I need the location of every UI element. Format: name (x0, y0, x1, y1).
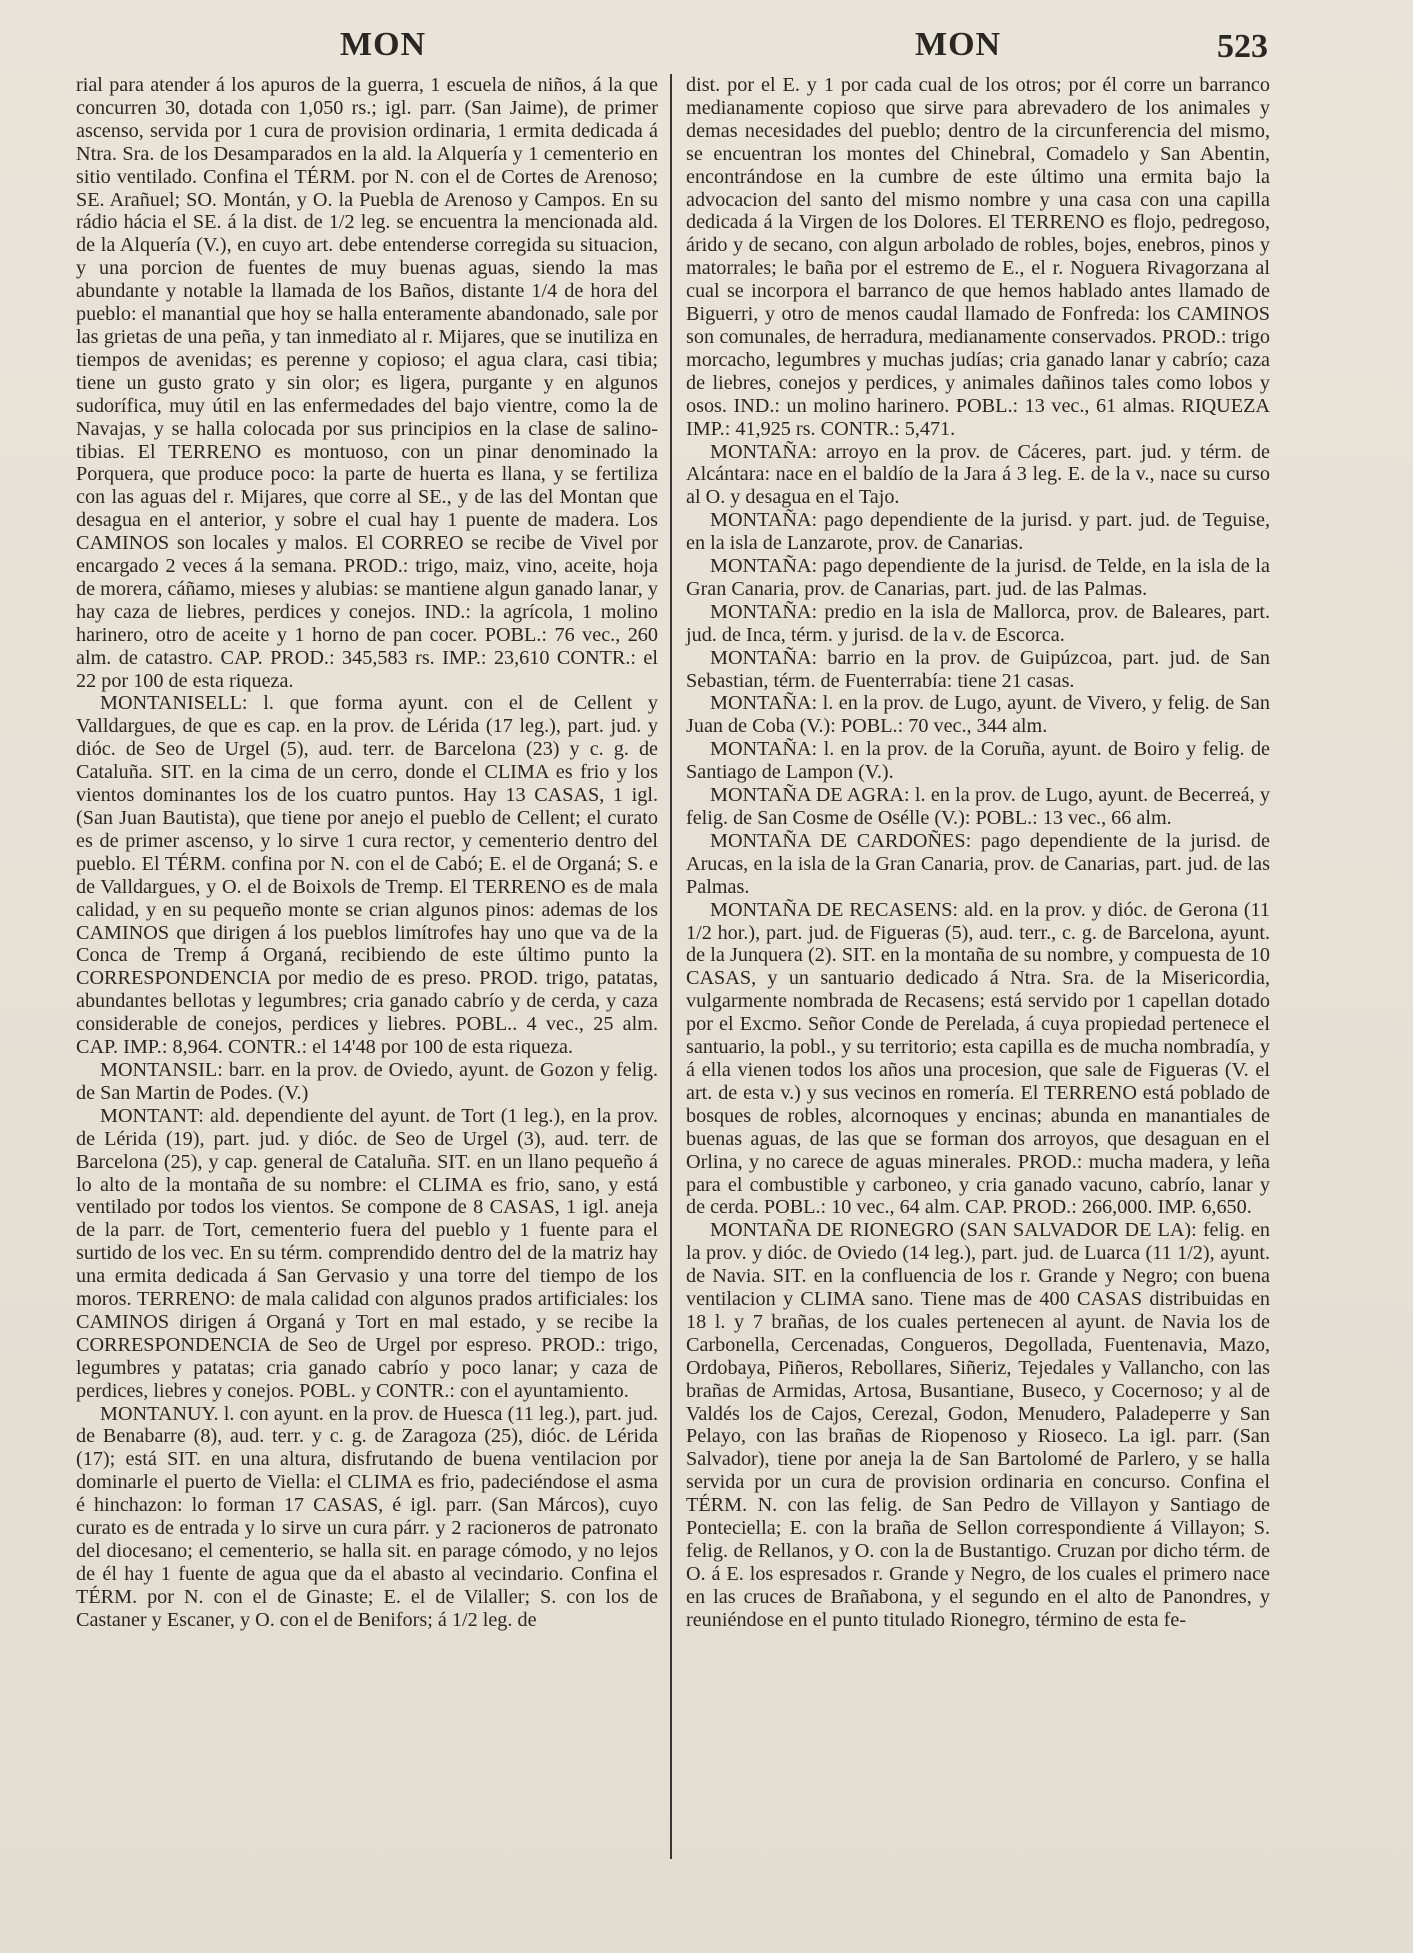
header-right-guide-word: MON (915, 26, 1002, 63)
running-header (60, 20, 1270, 66)
entry-montana-telde: MONTAÑA: pago dependiente de la jurisd. de Telde, en la isla de la Gran Canaria, prov. de Canarias, part. jud. de las Palmas. (686, 555, 1270, 600)
entry-montana-de-rionegro: MONTAÑA DE RIONEGRO (SAN SALVADOR DE LA): felig. en la prov. y dióc. de Oviedo (14 leg.), part. jud. de Luarca (11 1/2), ayunt. de Navia. SIT. en la confluencia de los r. Grande y Negro; con buena ventilacion y CLIMA sano. Tiene mas de 400 CASAS distribuidas en 18 l. y 7 brañas, de los cuales pertenecen al ayunt. de Navia los de Carbonella, Cercenadas, Congueros, Degollada, Fuentenavia, Mazo, Ordobaya, Piñeros, Rebollares, Siñeriz, Tejedales y Vallancho, con las brañas de Armidas, Artosa, Busantiane, Buseco, y Cocernoso; y al de Valdés los de Cajos, Cerezal, Godon, Menudero, Paladeperre y San Pelayo, con las brañas de Riopenoso y Rioseco. La igl. parr. (San Salvador), tiene por aneja la de San Bartolomé de Parlero, y se halla servida por un cura de provision ordinaria en concurso. Confina el TÉRM. N. con las felig. de San Pedro de Villayon y Santiago de Ponteciella; E. con la braña de Sellon correspondiente á Villayon; S. felig. de Rellanos, y O. con la de Bustantigo. Cruzan por dicho térm. de O. á E. los espresados r. Grande y Negro, de los cuales el primero nace en las cruces de Brañabona, y el segundo en el alto de Panondres, y reuniéndose en el punto titulado Rionegro, término de esta fe- (686, 1219, 1270, 1631)
entry-montanuy: MONTANUY. l. con ayunt. en la prov. de Huesca (11 leg.), part. jud. de Benabarre (8), aud. terr. y c. g. de Zaragoza (25), dióc. de Lérida (17); está SIT. en una altura, disfrutando de buena ventilacion por dominarle el puerto de Viella: el CLIMA es frio, padeciéndose el asma é hinchazon: lo forman 17 CASAS, é igl. parr. (San Márcos), cuyo curato es de entrada y lo sirve un cura párr. y 2 racioneros de patronato del diocesano; el cementerio, se halla sit. en parage cómodo, y no lejos de él hay 1 fuente de agua que da el abasto al vecindario. Confina el TÉRM. por N. con el de Ginaste; E. el de Vilaller; S. con los de Castaner y Escaner, y O. con el de Benifors; á 1/2 leg. de (76, 1402, 658, 1631)
right-column (686, 74, 1270, 1632)
entry-montana-guipuzcoa: MONTAÑA: barrio en la prov. de Guipúzcoa, part. jud. de San Sebastian, térm. de Fuenterrabía: tiene 21 casas. (686, 646, 1270, 692)
entry-montana-de-agra: MONTAÑA DE AGRA: l. en la prov. de Lugo, ayunt. de Becerreá, y felig. de San Cosme de Osélle (V.): POBL.: 13 vec., 66 alm. (686, 784, 1270, 829)
entry-montana-de-recasens: MONTAÑA DE RECASENS: ald. en la prov. y dióc. de Gerona (11 1/2 hor.), part. jud. de Figueras (5), aud. terr., c. g. de Barcelona, ayunt. de la Junquera (2). SIT. en la montaña de su nombre, y compuesta de 10 CASAS, y un santuario dedicado á Ntra. Sra. de la Misericordia, vulgarmente nombrada de Recasens; está servido por 1 capellan dotado por el Excmo. Señor Conde de Perelada, á cuya propiedad pertenece el santuario, la pobl., y su territorio; esta capilla es de mucha nombradía, y á ella vienen todos los años una procesion, que sale de Figueras (V. el art. de esta v.) y sus vecinos en romería. El TERRENO está poblado de bosques de robles, alcornoques y encinas; abunda en manantiales de buenas aguas, de las que se forman dos arroyos, que desaguan en el Orlina, y no carece de aguas minerales. PROD.: mucha madera, y leña para el combustible y carboneo, y cria ganado vacuno, cabrío, lanar y de cerda. POBL.: 10 vec., 64 alm. CAP. PROD.: 266,000. IMP. 6,650. (686, 898, 1270, 1219)
entry-montanisell: MONTANISELL: l. que forma ayunt. con el de Cellent y Valldargues, de que es cap. en la prov. de Lérida (17 leg.), part. jud. y dióc. de Seo de Urgel (5), aud. terr. de Barcelona (23) y c. g. de Cataluña. SIT. en la cima de un cerro, donde el CLIMA es frio y los vientos dominantes los de los cuatro puntos. Hay 13 CASAS, 1 igl. (San Juan Bautista), que tiene por anejo el pueblo de Cellent; el curato es de primer ascenso, y lo sirve 1 cura rector, y cementerio dentro del pueblo. El TÉRM. confina por N. con el de Cabó; E. el de Organá; S. e de Valldargues, y O. el de Boixols de Tremp. El TERRENO es de mala calidad, y en su pequeño monte se crian algunos pinos: ademas de los CAMINOS que dirigen á los pueblos limítrofes hay uno que va de la Conca de Tremp á Organá, recibiendo de este último punto la CORRESPONDENCIA por medio de es preso. PROD. trigo, patatas, abundantes bellotas y legumbres; cria ganado cabrío y de cerda, y caza considerable de conejos, perdices y liebres. POBL.. 4 vec., 25 alm. CAP. IMP.: 8,964. CONTR.: el 14'48 por 100 de esta riqueza. (76, 692, 658, 1059)
entry-montana-lugo: MONTAÑA: l. en la prov. de Lugo, ayunt. de Vivero, y felig. de San Juan de Coba (V.): POBL.: 70 vec., 344 alm. (686, 692, 1270, 738)
page-number: 523 (1217, 28, 1268, 65)
entry-montana-arroyo: MONTAÑA: arroyo en la prov. de Cáceres, part. jud. y térm. de Alcántara: nace en el baldío de la Jara á 3 leg. E. de la v., nace su curso al O. y desagua en el Tajo. (686, 440, 1270, 509)
entry-continuation-paragraph: dist. por el E. y 1 por cada cual de los otros; por él corre un barranco medianamente copioso que sirve para abrevadero de los animales y demas necesidades del pueblo; dentro de la circunferencia del mismo, se encuentran los montes del Chinebral, Comadelo y San Abentin, encontrándose en la cumbre de este último una ermita bajo la advocacion del santo del mismo nombre y una casa con una capilla dedicada á la Virgen de los Dolores. El TERRENO es flojo, pedregoso, árido y de secano, con algun arbolado de robles, bojes, enebros, pinos y matorrales; le baña por el estremo de E., el r. Noguera Rivagorzana al cual se incorpora el barranco de que hemos hablado antes llamado de Biguerri, y otro de menos caudal llamado de Fonfreda: los CAMINOS son comunales, de herradura, medianamente conservados. PROD.: trigo morcacho, legumbres y muchas judías; cria ganado lanar y cabrío; caza de liebres, conejos y perdices, y animales dañinos tales como lobos y osos. IND.: un molino harinero. POBL.: 13 vec., 61 almas. RIQUEZA IMP.: 41,925 rs. CONTR.: 5,471. (686, 74, 1270, 440)
entry-montana-coruna: MONTAÑA: l. en la prov. de la Coruña, ayunt. de Boiro y felig. de Santiago de Lampon (V.). (686, 738, 1270, 784)
entry-continuation-paragraph: rial para atender á los apuros de la guerra, 1 escuela de niños, á la que concurren 30, dotada con 1,050 rs.; igl. parr. (San Jaime), de primer ascenso, servida por 1 cura de provision ordinaria, 1 ermita dedicada á Ntra. Sra. de los Desamparados en la ald. la Alquería y 1 cementerio en sitio ventilado. Confina el TÉRM. por N. con el de Cortes de Arenoso; SE. Arañuel; SO. Montán, y O. la Puebla de Arenoso y Campos. En su rádio hácia el SE. á la dist. de 1/2 leg. se encuentra la mencionada ald. de la Alquería (V.), en cuyo art. debe entenderse corregida su situacion, y una porcion de fuentes de muy buenas aguas, siendo la mas abundante y notable la llamada de los Baños, distante 1/4 de hora del pueblo: el manantial que hoy se halla enteramente abandonado, sale por las grietas de una peña, y tan inmediato al r. Mijares, que se inutiliza en tiempos de avenidas; es perenne y copioso; el agua clara, casi tibia; tiene un gusto grato y sin olor; es ligera, purgante y en algunos sudorífica, muy útil en las enfermedades del bajo vientre, como la de Navajas, y se halla colocada por sus principios en la clase de salino-tibias. El TERRENO es montuoso, con un pinar denominado la Porquera, que produce poco: la parte de huerta es llana, y se fertiliza con las aguas del r. Mijares, que corre al SE., y de las del Montan que desagua en el anterior, y sobre el cual hay 1 puente de madera. Los CAMINOS son locales y malos. El CORREO se recibe de Vivel por encargado 2 veces á la semana. PROD.: trigo, maiz, vino, aceite, hoja de morera, cáñamo, mieses y alubias: se mantiene algun ganado lanar, y hay caza de liebres, perdices y conejos. IND.: la agrícola, 1 molino harinero, otro de aceite y 1 horno de pan cocer. POBL.: 76 vec., 260 alm. de catastro. CAP. PROD.: 345,583 rs. IMP.: 23,610 CONTR.: el 22 por 100 de esta riqueza. (76, 74, 658, 692)
entry-montana-de-cardones: MONTAÑA DE CARDOÑES: pago dependiente de la jurisd. de Arucas, en la isla de la Gran Canaria, prov. de Canarias, part. jud. de las Palmas. (686, 829, 1270, 898)
column-divider-rule (670, 74, 672, 1859)
entry-montansil: MONTANSIL: barr. en la prov. de Oviedo, ayunt. de Gozon y felig. de San Martin de Podes. (V.) (76, 1058, 658, 1104)
left-column (76, 74, 658, 1632)
entry-montant: MONTANT: ald. dependiente del ayunt. de Tort (1 leg.), en la prov. de Lérida (19), part. jud. y dióc. de Seo de Urgel (3), aud. terr. de Barcelona (25), y cap. general de Cataluña. SIT. en un llano pequeño á lo alto de la montaña de su nombre: el CLIMA es frio, sano, y está ventilado por todos los vientos. Se compone de 8 CASAS, 1 igl. aneja de la parr. de Tort, cementerio fuera del pueblo y 1 fuente para el surtido de los vec. En su térm. comprendido dentro del de la matriz hay una ermita dedicada á San Gervasio y una torre del tiempo de los moros. TERRENO: de mala calidad con algunos prados artificiales: los CAMINOS dirigen á Organá y Tort en mal estado, y se recibe la CORRESPONDENCIA de Seo de Urgel por espreso. PROD.: trigo, legumbres y patatas; cria ganado cabrío y poco lanar; y caza de perdices, liebres y conejos. POBL. y CONTR.: con el ayuntamiento. (76, 1104, 658, 1402)
entry-montana-mallorca: MONTAÑA: predio en la isla de Mallorca, prov. de Baleares, part. jud. de Inca, térm. y jurisd. de la v. de Escorca. (686, 600, 1270, 646)
entry-montana-teguise: MONTAÑA: pago dependiente de la jurisd. y part. jud. de Teguise, en la isla de Lanzarote, prov. de Canarias. (686, 509, 1270, 555)
header-left-guide-word: MON (340, 26, 427, 63)
